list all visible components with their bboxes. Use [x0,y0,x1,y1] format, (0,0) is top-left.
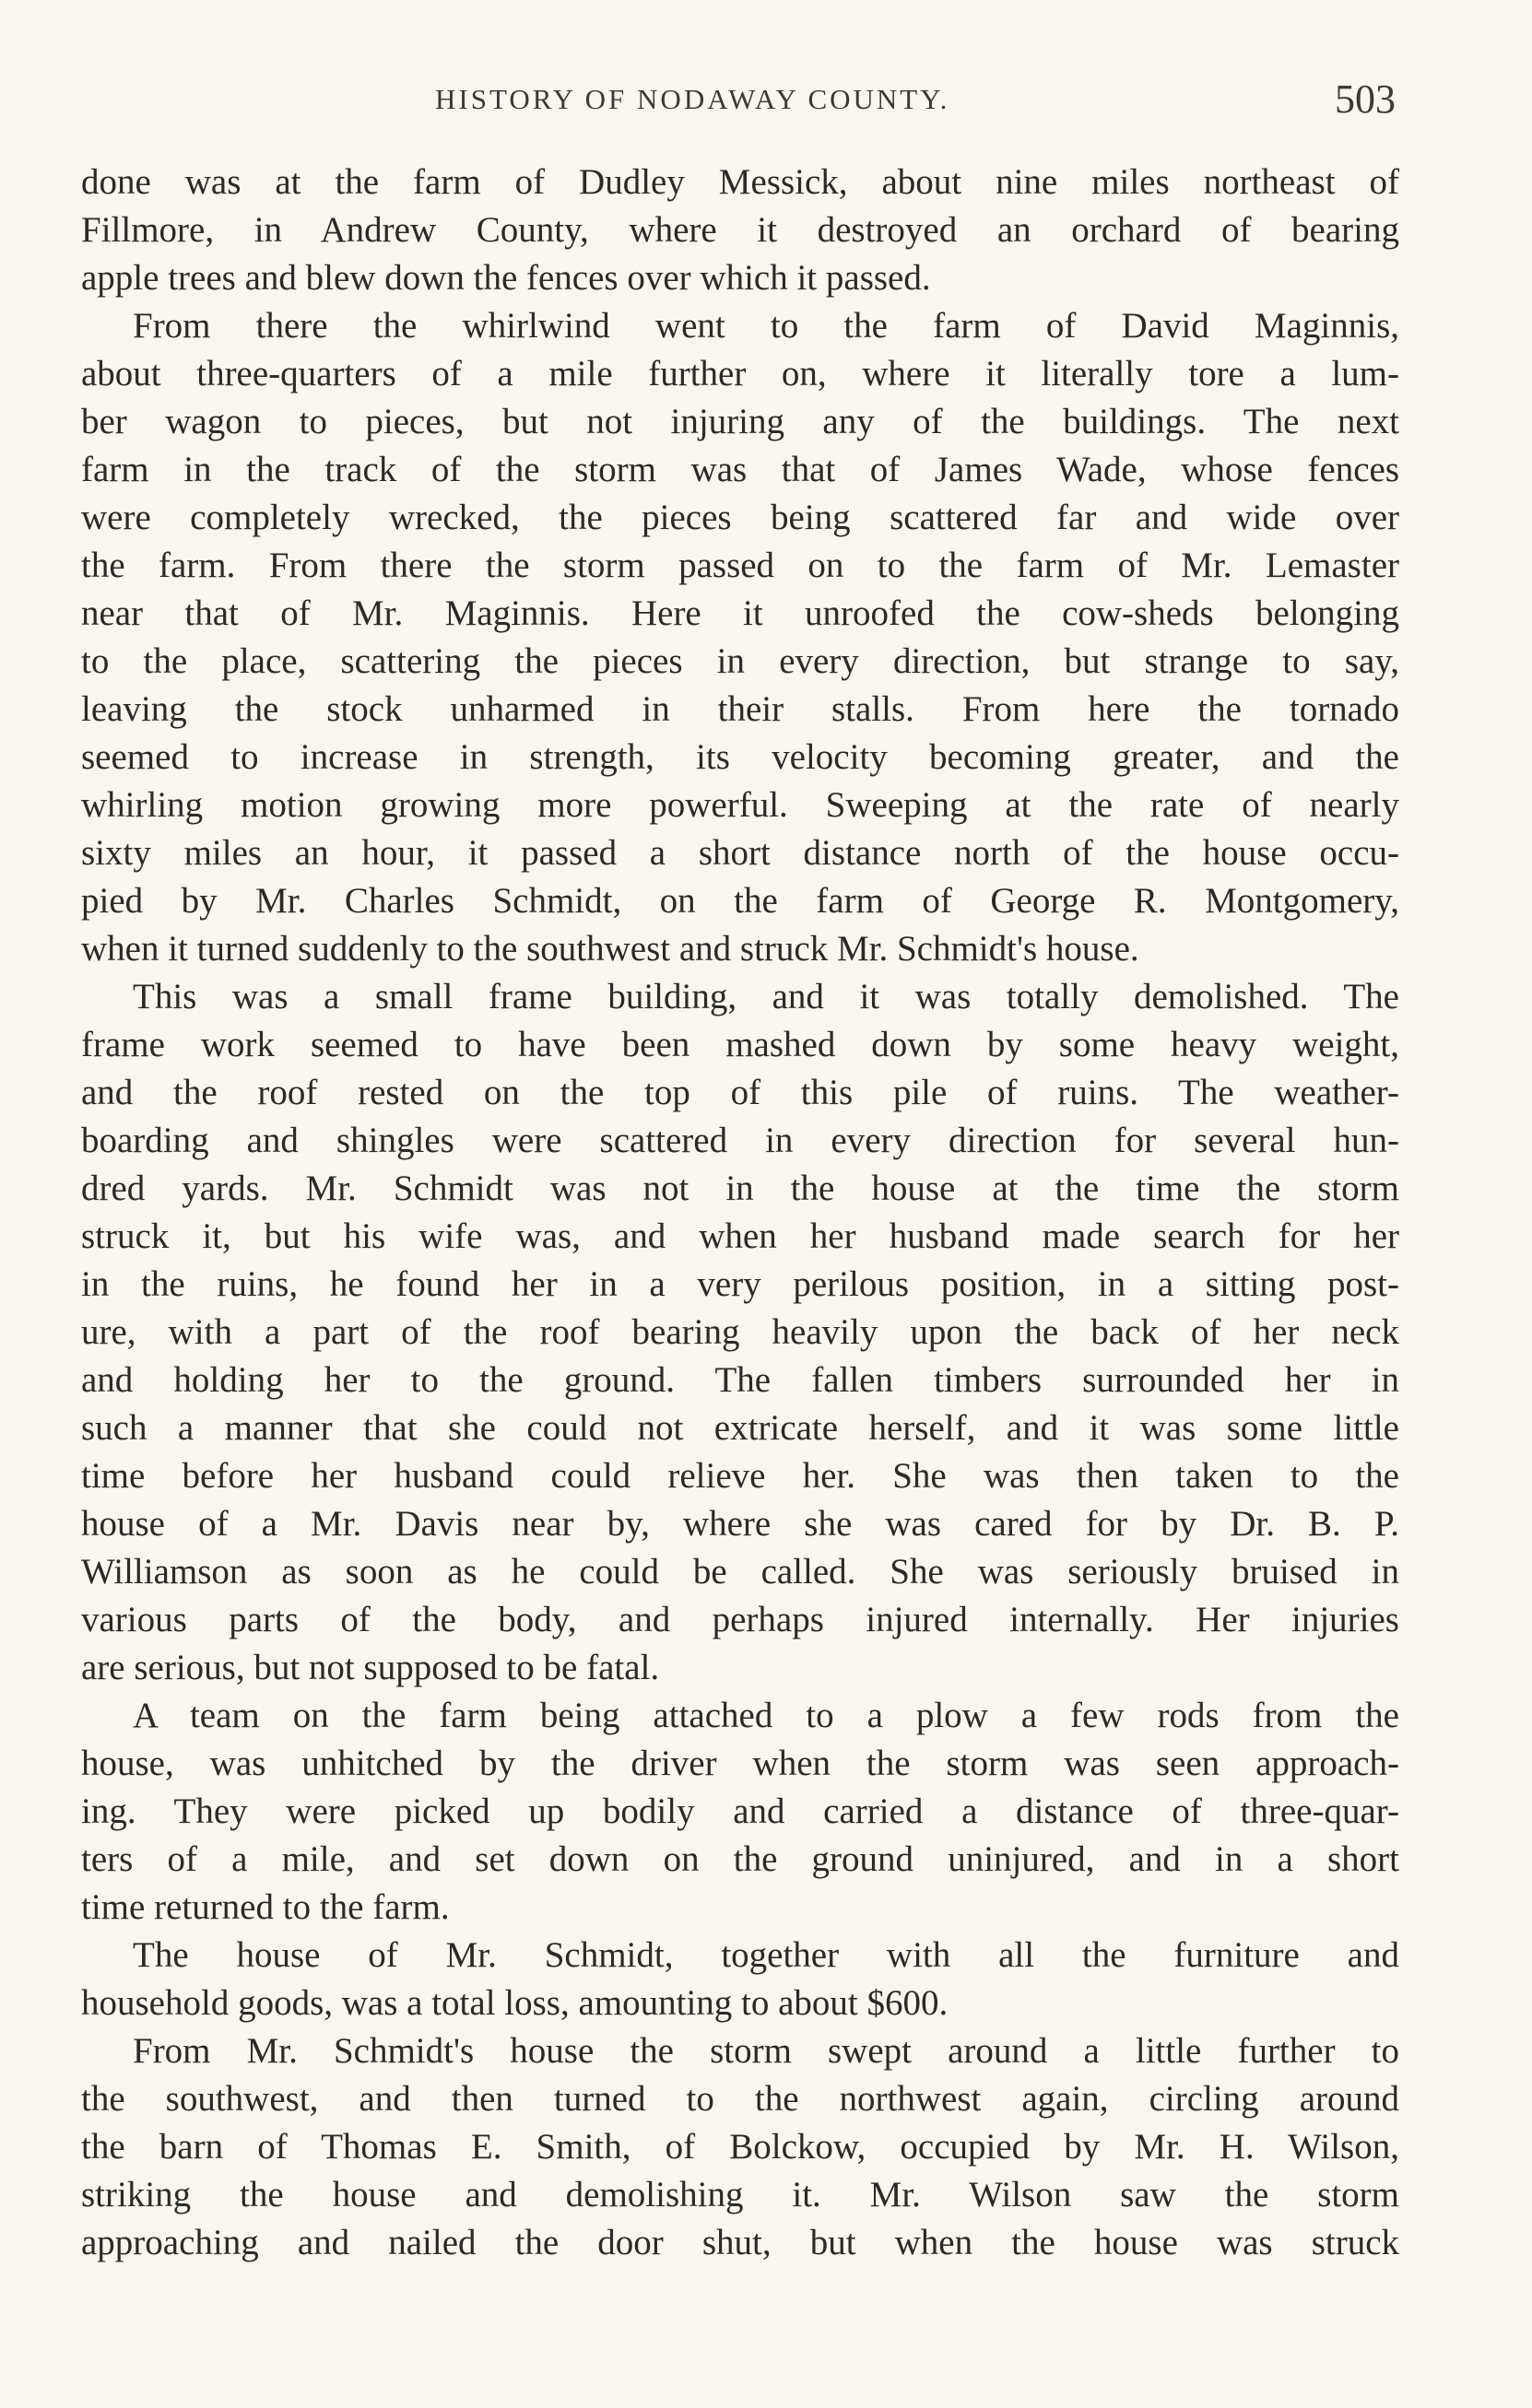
text-line: and holding her to the ground. The fallen timbers surrounded her in [81,1360,1399,1400]
text-line: leaving the stock unharmed in their stalls. From here the tornado [81,689,1399,729]
text-line: sixty miles an hour, it passed a short distance north of the house occu- [81,833,1399,873]
text-line: apple trees and blew down the fences over which it passed. [81,258,931,298]
text-line: pied by Mr. Charles Schmidt, on the farm of George R. Montgomery, [81,881,1399,921]
text-line: to the place, scattering the pieces in every direction, but strange to say, [81,641,1399,681]
text-line: the farm. From there the storm passed on to the farm of Mr. Lemaster [81,546,1399,585]
text-line: striking the house and demolishing it. Mr. Wilson saw the storm [81,2175,1399,2214]
text-line: Fillmore, in Andrew County, where it destroyed an orchard of bearing [81,210,1399,250]
text-line: struck it, but his wife was, and when her husband made search for her [81,1216,1399,1256]
text-line: approaching and nailed the door shut, but when the house was struck [81,2223,1399,2262]
text-line: about three-quarters of a mile further on, where it literally tore a lum- [81,354,1399,394]
paragraph-start-line: A team on the farm being attached to a plow a few rods from the [133,1696,1399,1735]
text-line: ure, with a part of the roof bearing heavily upon the back of her neck [81,1312,1399,1352]
text-line: Williamson as soon as he could be called. She was seriously bruised in [81,1552,1399,1592]
page-number: 503 [1335,76,1396,122]
text-line: dred yards. Mr. Schmidt was not in the house at the time the storm [81,1169,1399,1208]
paragraph-start-line: This was a small frame building, and it was totally demolished. The [133,977,1399,1016]
text-line: the southwest, and then turned to the northwest again, circling around [81,2079,1399,2119]
text-line: various parts of the body, and perhaps injured internally. Her injuries [81,1600,1399,1639]
text-line: and the roof rested on the top of this pile of ruins. The weather- [81,1073,1399,1112]
text-line: farm in the track of the storm was that of James Wade, whose fences [81,450,1399,489]
text-line: seemed to increase in strength, its velocity becoming greater, and the [81,737,1399,777]
text-line: ters of a mile, and set down on the ground uninjured, and in a short [81,1839,1399,1879]
body-text [81,159,1399,2267]
text-line: when it turned suddenly to the southwest and struck Mr. Schmidt's house. [81,929,1139,969]
text-line: were completely wrecked, the pieces being scattered far and wide over [81,498,1399,537]
paragraph-start-line: From there the whirlwind went to the farm of David Maginnis, [133,306,1399,346]
text-line: boarding and shingles were scattered in every direction for several hun- [81,1121,1399,1160]
text-line: time before her husband could relieve her. She was then taken to the [81,1456,1399,1496]
text-line: the barn of Thomas E. Smith, of Bolckow, occupied by Mr. H. Wilson, [81,2127,1399,2167]
text-line: such a manner that she could not extricate herself, and it was some little [81,1408,1399,1448]
running-title: HISTORY OF NODAWAY COUNTY. [435,83,950,115]
text-line: house of a Mr. Davis near by, where she was cared for by Dr. B. P. [81,1504,1399,1544]
text-line: ing. They were picked up bodily and carried a distance of three-quar- [81,1791,1399,1831]
text-line: ber wagon to pieces, but not injuring any of the buildings. The next [81,402,1399,441]
paragraph-start-line: From Mr. Schmidt's house the storm swept around a little further to [133,2031,1399,2071]
text-line: in the ruins, he found her in a very perilous position, in a sitting post- [81,1264,1399,1304]
text-line: are serious, but not supposed to be fatal. [81,1648,660,1687]
text-line: time returned to the farm. [81,1887,450,1927]
running-header [0,76,1532,131]
text-line: done was at the farm of Dudley Messick, about nine miles northeast of [81,162,1399,202]
paragraph-start-line: The house of Mr. Schmidt, together with all the furniture and [133,1935,1399,1975]
text-line: frame work seemed to have been mashed down by some heavy weight, [81,1025,1399,1064]
text-line: whirling motion growing more powerful. Sweeping at the rate of nearly [81,785,1399,825]
text-line: near that of Mr. Maginnis. Here it unroofed the cow-sheds belonging [81,593,1399,633]
text-line: household goods, was a total loss, amounting to about $600. [81,1983,949,2023]
text-line: house, was unhitched by the driver when the storm was seen approach- [81,1744,1399,1783]
